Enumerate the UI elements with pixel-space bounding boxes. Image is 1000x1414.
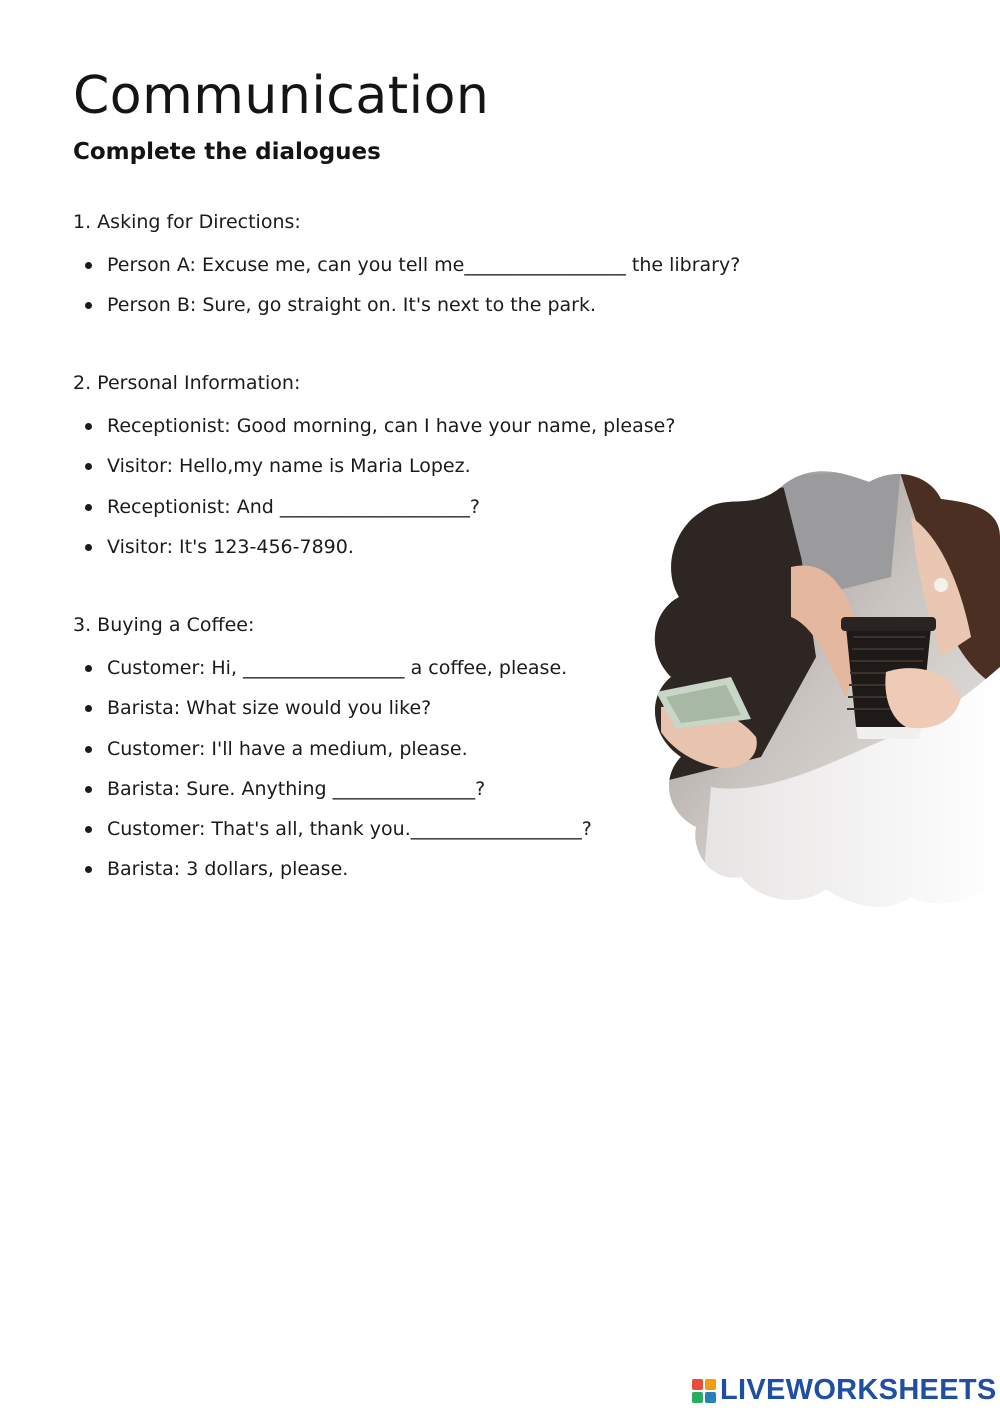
list-item: Person B: Sure, go straight on. It's next to the park. <box>73 291 740 331</box>
logo-tile-e <box>705 1392 716 1403</box>
logo-tile-v <box>692 1392 703 1403</box>
personal-info-dialogue-list <box>73 412 675 573</box>
liveworksheets-logo-icon <box>692 1379 716 1403</box>
list-item: Customer: That's all, thank you.__________________? <box>73 815 592 855</box>
list-item: Customer: Hi, _________________ a coffee, please. <box>73 654 592 694</box>
liveworksheets-brand <box>692 1374 997 1407</box>
section-heading-coffee: 3. Buying a Coffee: <box>73 614 255 636</box>
list-item: Visitor: It's 123-456-7890. <box>73 533 675 573</box>
section-heading-personal-info: 2. Personal Information: <box>73 372 301 394</box>
coffee-handoff-photo <box>641 457 1000 907</box>
list-item: Visitor: Hello,my name is Maria Lopez. <box>73 452 675 492</box>
list-item: Person A: Excuse me, can you tell me_________________ the library? <box>73 251 740 291</box>
list-item: Barista: What size would you like? <box>73 694 592 734</box>
brand-name: LIVEWORKSHEETS <box>720 1374 997 1406</box>
coffee-dialogue-list <box>73 654 592 896</box>
page-subtitle: Complete the dialogues <box>73 139 381 165</box>
list-item: Barista: 3 dollars, please. <box>73 855 592 895</box>
list-item: Customer: I'll have a medium, please. <box>73 735 592 775</box>
list-item: Receptionist: Good morning, can I have your name, please? <box>73 412 675 452</box>
directions-dialogue-list <box>73 251 740 332</box>
section-heading-directions: 1. Asking for Directions: <box>73 211 301 233</box>
list-item: Barista: Sure. Anything _______________? <box>73 775 592 815</box>
logo-tile-i <box>705 1379 716 1390</box>
logo-tile-l <box>692 1379 703 1390</box>
list-item: Receptionist: And ____________________? <box>73 493 675 533</box>
page-title: Communication <box>73 66 490 126</box>
